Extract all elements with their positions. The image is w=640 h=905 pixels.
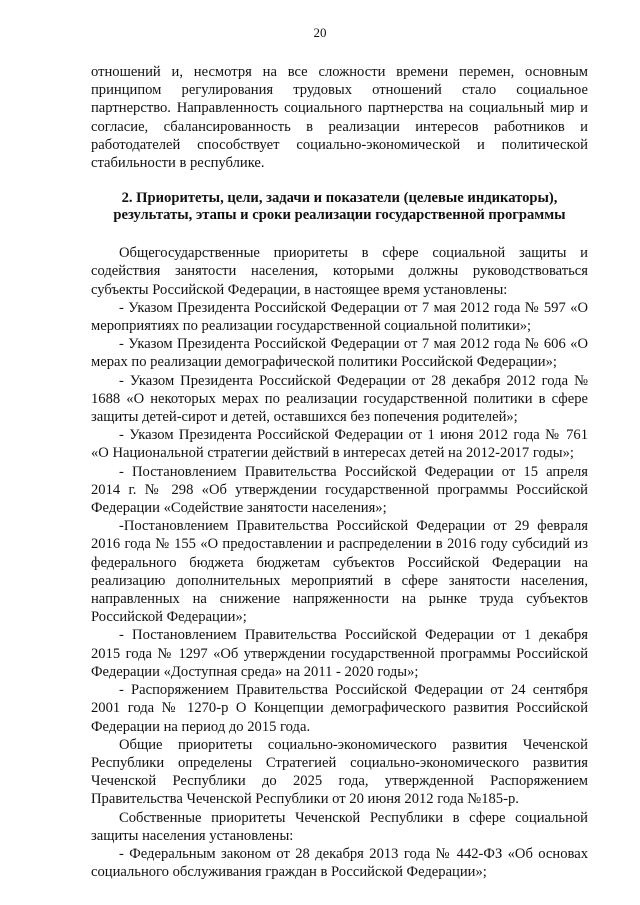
list-item-decree-1688: - Указом Президента Российской Федерации от 28 декабря 2012 года № 1688 «О некоторых мерах по реализации государственной политики в сфере защиты детей-сирот и детей, оставшихся без попечения родителей»; — [91, 372, 588, 426]
list-item-resolution-1297: - Постановлением Правительства Российской Федерации от 1 декабря 2015 года № 1297 «Об утверждении государственной программы Российской Федерации «Доступная среда» на 2011 - 2020 годы»; — [91, 627, 588, 680]
paragraph-priorities-intro: Общегосударственные приоритеты в сфере социальной защиты и содействия занятости населения, которыми должны руководствоваться субъекты Российской Федерации, в настоящее время установлены: — [91, 245, 588, 298]
list-item-decree-597: - Указом Президента Российской Федерации от 7 мая 2012 года № 597 «О мероприятиях по реализации государственной социальной политики»; — [91, 299, 588, 335]
list-item-order-1270: - Распоряжением Правительства Российской Федерации от 24 сентября 2001 года № 1270-р О Концепции демографического развития Российской Федерации на период до 2015 года. — [91, 682, 588, 735]
list-item-resolution-155: -Постановлением Правительства Российской Федерации от 29 февраля 2016 года № 155 «О предоставлении и распределении в 2016 году субсидий из федерального бюджета бюджетам субъектов Российской Федерации на реализацию дополнительных мероприятий в сфере занятости населения, направленных на снижение напряженности на рынке труда субъектов Российской Федерации»; — [91, 518, 588, 626]
page-content — [91, 63, 588, 881]
list-item-federal-law-442: - Федеральным законом от 28 декабря 2013 года № 442-ФЗ «Об основах социального обслуживания граждан в Российской Федерации»; — [91, 845, 588, 881]
list-item-resolution-298: - Постановлением Правительства Российской Федерации от 15 апреля 2014 г. № 298 «Об утверждении государственной программы Российской Федерации «Содействие занятости населения»; — [91, 463, 588, 517]
intro-paragraph: отношений и, несмотря на все сложности времени перемен, основным принципом регулирования трудовых отношений стало социальное партнерство. Направленность социального партнерства на социальный мир и согласие, сбалансированность в реализации интересов работников и работодателей способствует социально-экономической и политической стабильности в республике. — [91, 64, 588, 172]
list-item-decree-606: - Указом Президента Российской Федерации от 7 мая 2012 года № 606 «О мерах по реализации демографической политики Российской Федерации»; — [91, 336, 588, 371]
section-heading: 2. Приоритеты, цели, задачи и показатели (целевые индикаторы), результаты, этапы и сроки реализации государственной программы — [113, 190, 566, 224]
list-item-decree-761: - Указом Президента Российской Федерации от 1 июня 2012 года № 761 «О Национальной стратегии действий в интересах детей на 2012-2017 годы»; — [91, 427, 588, 462]
paragraph-regional-priorities: Общие приоритеты социально-экономического развития Чеченской Республики определены Стратегией социально-экономического развития Чеченской Республики до 2025 года, утвержденной Распоряжением Правительства Чеченской Республики от 20 июня 2012 года №185-р. — [91, 736, 588, 808]
paragraph-own-priorities: Собственные приоритеты Чеченской Республики в сфере социальной защиты населения установлены: — [91, 809, 588, 844]
page-number: 20 — [313, 25, 327, 40]
